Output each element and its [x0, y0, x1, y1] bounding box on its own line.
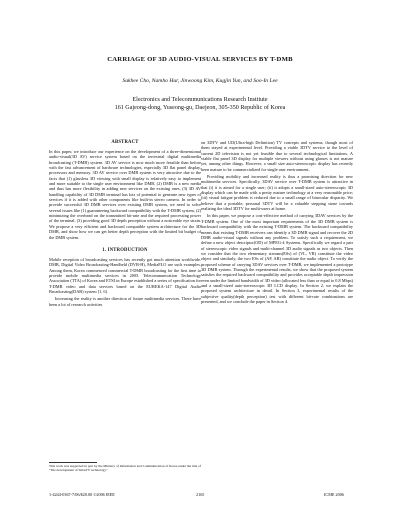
conference-venue: ICME 2006: [324, 492, 344, 497]
footer-isbn: 1-4244-0367-7/06/$20.00 ©2006 IEEE: [49, 492, 115, 497]
abstract-text: In this paper, we introduce our experience on the development of a three-dimensional audio-visual(3D AV) service system based on the terrestrial digital multimedia broadcasting (T-DMB) system. 3D AV service is now much more feasible than before with the fast advancement of hardware technologies, especially 3D flat panel display, processors and memory. 3D AV service over DMB system is very attractive due to the facts that (1) glassless 3D viewing with small display is relatively easy to implement and more suitable to the single user environment like DMB, (2) DMB is a new media and thus has more flexibility in adding new services on the existing ones, (3) 3D AV handling capability of 3D DMB terminal has lots of potential to generate new types of services if it is added with other components like built-in stereo camera. In order to provide successful 3D DMB services over existing DMB system, we need to solve several issues like (1) guaranteeing backward compatibility with the T-DMB system, (2) minimizing the overhead on the transmitted bit-rate and the required processing power of the terminal, (3) providing good 3D depth perception without a noticeable eye strain. We propose a very efficient and backward compatible system architecture for the 3D DMB, and show how we can get better depth perception with the limited bit budget of the DMB system.: [49, 149, 201, 240]
affiliation-institute: Electronics and Telecommunications Research Institute: [132, 97, 268, 103]
footnote: This work was supported in part by the Ministry of Information and Communication of Korea under the title of "The development of SmarTV technology": [49, 464, 201, 473]
right-column: [201, 140, 353, 306]
abstract-heading: ABSTRACT: [111, 140, 139, 145]
introduction-paragraph-1: Mobile reception of broadcasting services has recently got much attention worldwide. DMB, Digital Video Broadcasting-Handheld (DVB-H), MediaFLO are such examples. Among them, Korea commenced commercial T-DMB broadcasting for the first time to provide mobile multimedia services in 2005. Telecommunication Technology Association (TTA) of Korea and ETSI in Europe established a series of specification for T-DMB video and data services based on the EUREKA-147 Digital Audio Broadcasting(DAB) system [1, 6].: [49, 256, 201, 294]
left-column: [49, 140, 201, 309]
footnote-divider: [49, 462, 97, 463]
body-paragraph-2: Providing mobility and increased reality is thus a promising direction for new multimedia services. Specifically, 3DAV service over T-DMB system is attractive in that (i) it is aimed for a single user; (ii) it adopts a small-sized auto-stereoscopic 3D display which can be made with a pretty mature technology at a very reasonable price; (iii) visual fatigue problem is reduced due to a small range of binocular disparity. We believe that a portable, personal 3DTV will be a valuable stepping stone towards realizing the ideal 3DTV for multi-users at home.: [201, 174, 353, 212]
body-paragraph-3: In this paper, we propose a cost-effective method of carrying 3DAV services by the T-DMB system. One of the most important requirements of the 3D DMB system is backward compatibility with the existing T-DMB system. The backward compatibility means that existing T-DMB receivers can identify a 3D DMB signal and recover the 2D DMB audio-visual signals without any problem. To satisfy such a requirement, we define a new object descriptor(OD) of MPEG-4 Systems. Specifically we regard a pair of stereoscopic video signals and multi-channel 3D audio signals as two objects. Then we consider that the two elementary streams(ESs) of (VL, VR) constitute the video object and similarly, the two ESs of (AF, AR) constitute the audio object. To verify the proposed scheme of carrying 3DAV services over T-DMB, we implemented a prototype 3D DMB system. Through the experimental results, we show that the proposed system satisfies the required backward compatibility and provides acceptable depth impression even under the limited bandwidth of 3D video (allocated less than or equal to 0.8 Mbps) and a small-sized auto-stereoscopic 3D LCD display. In Section 2, we explain the proposed system architecture in detail. In Section 3, experimental results of the subjective quality(depth perception) test with different bit-rate combinations are presented, and we conclude the paper in Section 4.: [201, 213, 353, 304]
introduction-heading: 1. INTRODUCTION: [102, 247, 148, 253]
introduction-paragraph-2: Increasing the reality is another direction of future multimedia services. There have been a lot of research activities: [49, 296, 201, 307]
page-number: 2165: [196, 492, 205, 497]
paper-title: CARRIAGE OF 3D AUDIO-VISUAL SERVICES BY T-DMB: [107, 56, 293, 63]
author-list: Sukhee Cho, Namho Hur, Jinwoong Kim, Kugjin Yun, and Soo-In Lee: [122, 78, 278, 84]
affiliation: [0, 96, 400, 112]
affiliation-address: 161 Gajeong-dong, Yuseong-gu, Daejeon, 305-350 Republic of Korea: [114, 105, 286, 111]
body-paragraph-1: on 3DTV and UD(Ultra-high Definition) TV concepts and systems, though most of them stayed at experimental level. Providing a viable 3DTV service to the level of current 2D television is not yet feasible due to several technological limitations. A viable flat panel 3D display for multiple viewers without using glasses is not mature yet, among other things. However, a small size auto-stereoscopic display has recently been mature to be commercialized for single user environment.: [201, 140, 353, 172]
